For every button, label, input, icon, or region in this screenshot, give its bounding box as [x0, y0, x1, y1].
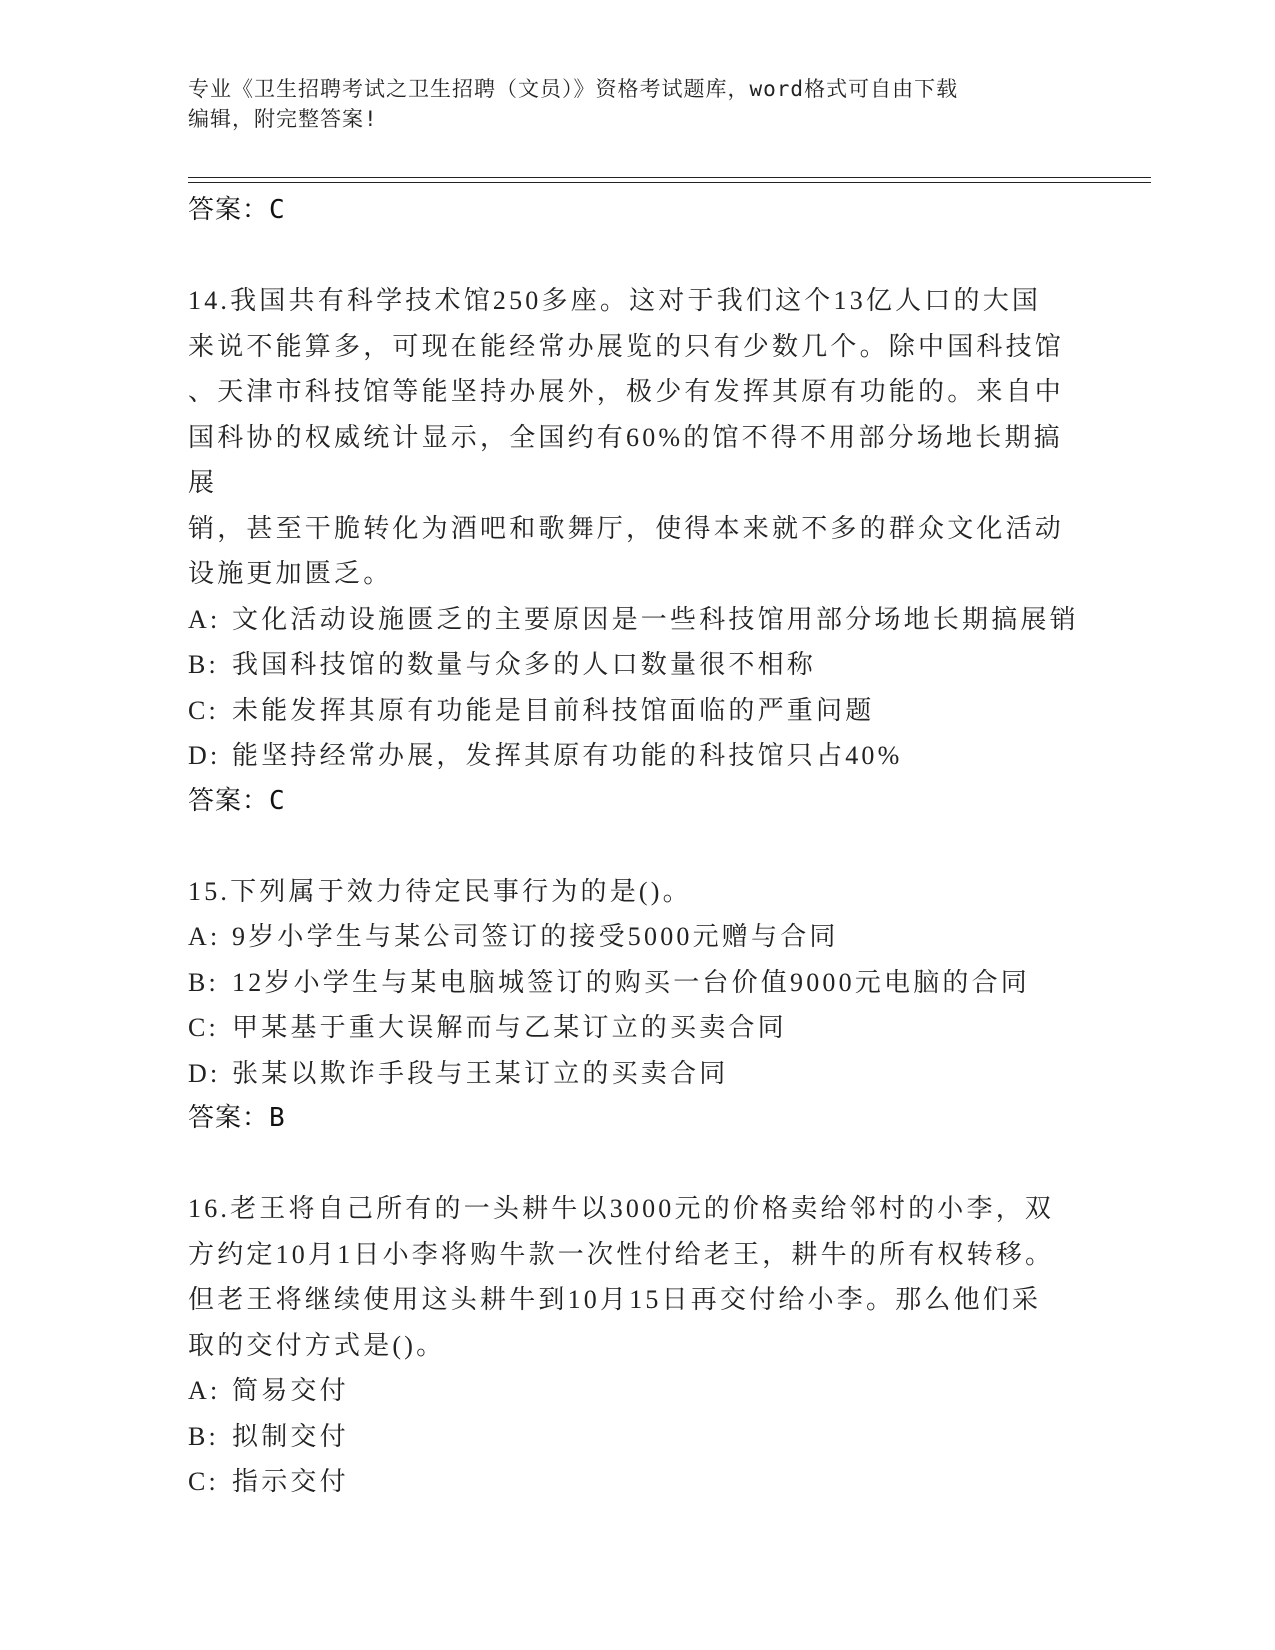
question-stem-line: 15.下列属于效力待定民事行为的是()。 — [188, 876, 692, 906]
header-divider-top — [188, 177, 1151, 178]
question-16 — [188, 1186, 1088, 1505]
question-stem-line: 来说不能算多，可现在能经常办展览的只有少数几个。除中国科技馆 — [188, 331, 1065, 361]
option-b — [188, 642, 1088, 688]
option-b — [188, 960, 1088, 1006]
option-key: A: — [188, 604, 221, 634]
question-stem-line: 方约定10月1日小李将购牛款一次性付给老王，耕牛的所有权转移。 — [188, 1239, 1055, 1269]
question-15 — [188, 869, 1088, 1141]
option-key: D: — [188, 741, 221, 770]
question-14 — [188, 278, 1088, 823]
question-answer: 答案：C — [188, 785, 286, 816]
option-c — [188, 1459, 1088, 1505]
question-stem-line: 、天津市科技馆等能坚持办展外，极少有发挥其原有功能的。来自中 — [188, 377, 1065, 406]
option-text: 指示交付 — [232, 1467, 349, 1496]
question-answer: 答案：B — [188, 1103, 286, 1133]
header-line-2: 编辑，附完整答案! — [188, 107, 378, 131]
question-stem-line: 16.老王将自己所有的一头耕牛以3000元的价格卖给邻村的小李，双 — [188, 1194, 1055, 1223]
question-stem-line: 取的交付方式是()。 — [188, 1330, 446, 1360]
question-list — [188, 188, 1088, 1505]
option-text: 未能发挥其原有功能是目前科技馆面临的严重问题 — [232, 695, 875, 725]
option-key: B: — [188, 650, 219, 679]
question-stem-line: 销，甚至干脆转化为酒吧和歌舞厅，使得本来就不多的群众文化活动 — [188, 513, 1065, 543]
option-text: 12岁小学生与某电脑城签订的购买一台价值9000元电脑的合同 — [232, 967, 1031, 997]
option-c — [188, 1005, 1088, 1051]
option-text: 9岁小学生与某公司签订的接受5000元赠与合同 — [232, 922, 839, 951]
option-text: 甲某基于重大误解而与乙某订立的买卖合同 — [232, 1013, 787, 1042]
option-d — [188, 733, 1088, 779]
option-key: A: — [188, 1376, 221, 1405]
option-text: 我国科技馆的数量与众多的人口数量很不相称 — [232, 650, 817, 679]
question-stem-line: 但老王将继续使用这头耕牛到10月15日再交付给小李。那么他们采 — [188, 1285, 1042, 1314]
option-key: A: — [188, 922, 221, 951]
option-a — [188, 1368, 1088, 1414]
option-text: 拟制交付 — [232, 1421, 349, 1451]
option-c — [188, 688, 1088, 734]
option-text: 简易交付 — [232, 1376, 349, 1405]
question-stem-line: 14.我国共有科学技术馆250多座。这对于我们这个13亿人口的大国 — [188, 286, 1042, 315]
option-key: C: — [188, 695, 219, 725]
question-stem-line: 国科协的权威统计显示，全国约有60%的馆不得不用部分场地长期搞展 — [188, 422, 1063, 497]
document-header — [188, 74, 1088, 134]
option-key: C: — [188, 1467, 219, 1496]
option-a — [188, 597, 1088, 643]
option-b — [188, 1414, 1088, 1460]
previous-answer: 答案：C — [188, 195, 286, 225]
option-a — [188, 914, 1088, 960]
question-stem-line: 设施更加匮乏。 — [188, 559, 393, 588]
option-key: D: — [188, 1058, 221, 1088]
header-line-1: 专业《卫生招聘考试之卫生招聘（文员）》资格考试题库，word格式可自由下载 — [188, 77, 959, 101]
option-text: 文化活动设施匮乏的主要原因是一些科技馆用部分场地长期搞展销 — [232, 604, 1079, 634]
option-key: B: — [188, 1421, 219, 1451]
option-key: B: — [188, 967, 219, 997]
option-text: 张某以欺诈手段与王某订立的买卖合同 — [232, 1058, 729, 1088]
option-d — [188, 1051, 1088, 1097]
option-text: 能坚持经常办展，发挥其原有功能的科技馆只占40% — [232, 741, 903, 770]
header-divider-bottom — [188, 182, 1151, 183]
option-key: C: — [188, 1013, 219, 1042]
